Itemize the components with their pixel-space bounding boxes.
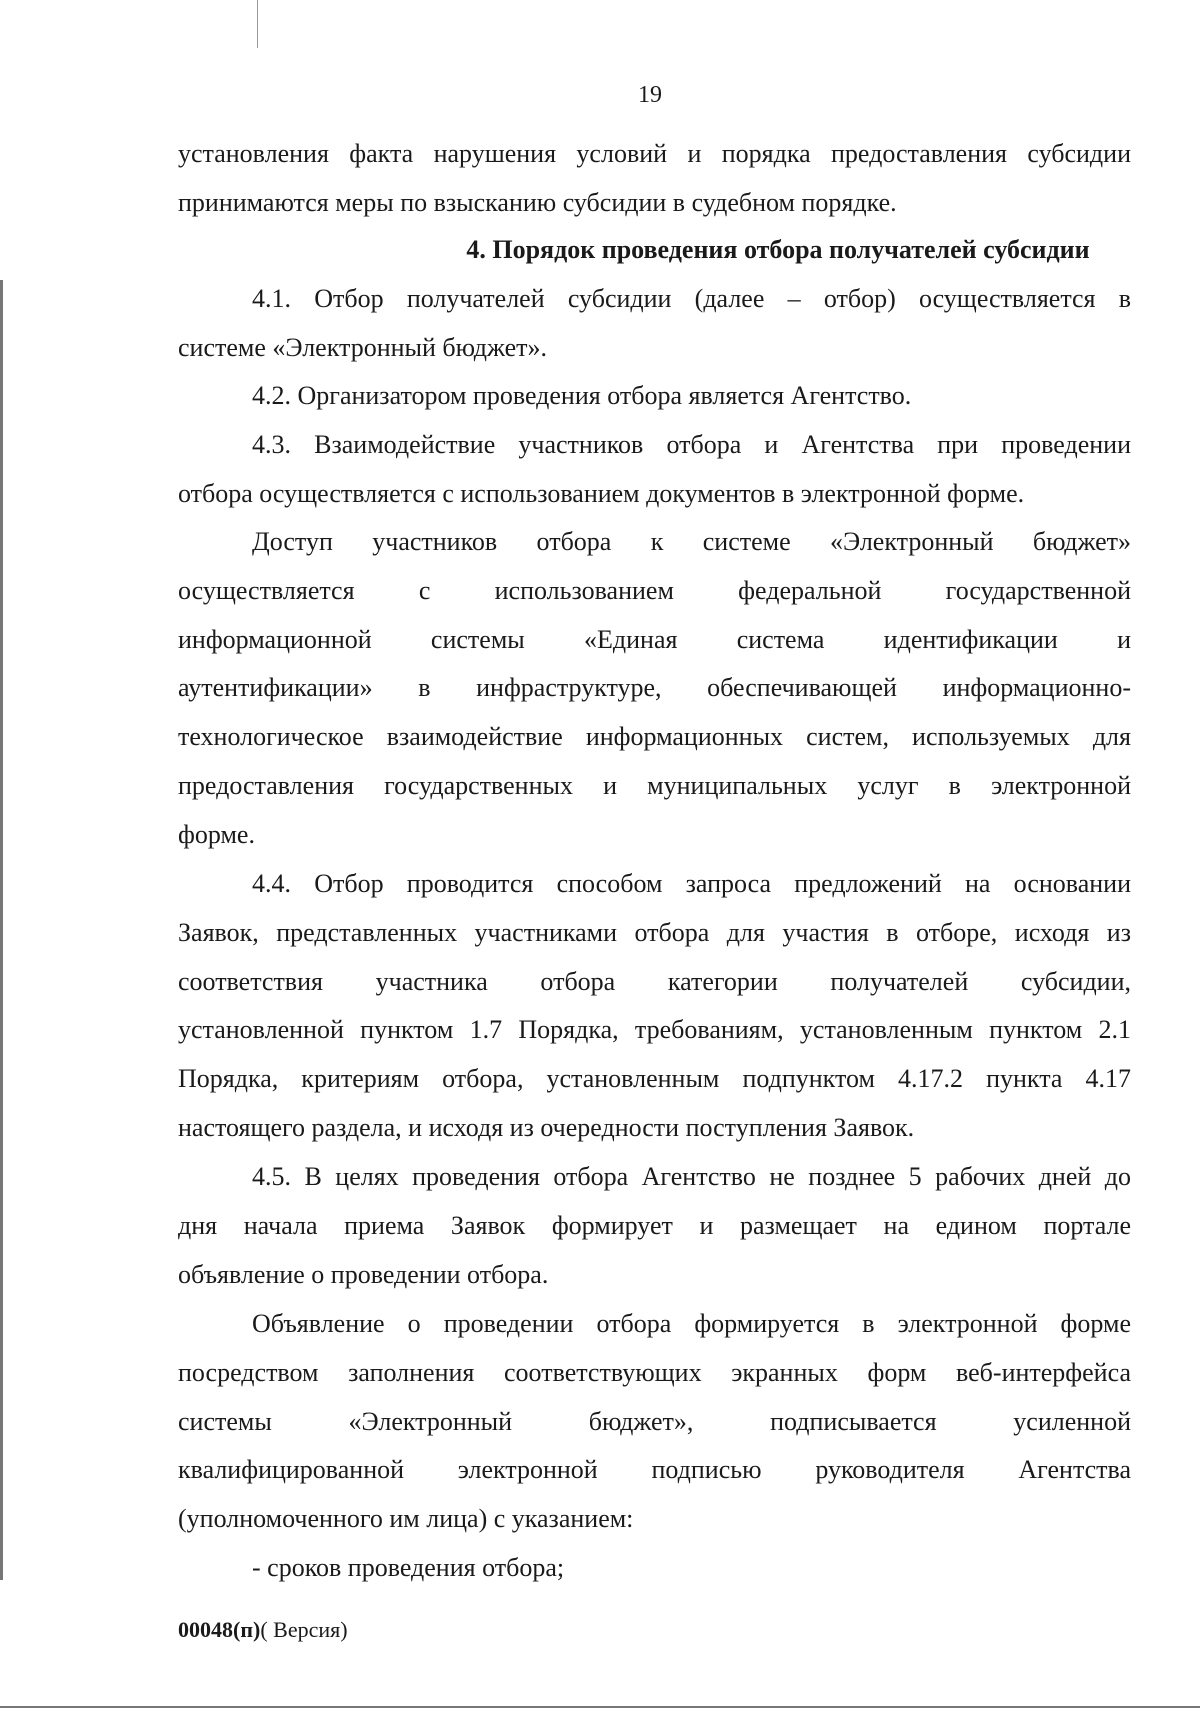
text-line: (уполномоченного им лица) с указанием: [178,1504,634,1534]
paragraph-4-2 [178,372,1131,421]
text-line: отбора осуществляется с использованием документов в электронной форме. [178,478,1025,508]
document-version: ( Версия) [260,1617,348,1642]
section-heading: 4. Порядок проведения отбора получателей субсидии [466,235,1090,264]
text-line: 4.4. Отбор проводится способом запроса предложений на основании [252,869,1131,898]
document-code: 00048(п) [178,1617,261,1642]
paragraph-4-4 [178,860,1131,1153]
text-line: 4.3. Взаимодействие участников отбора и Агентства при проведении [252,430,1131,459]
paragraph-4-1 [178,275,1131,373]
list-item [178,1544,1131,1593]
text-line: - сроков проведения отбора; [252,1553,565,1582]
page-number: 19 [638,82,662,108]
text-line: 4.5. В целях проведения отбора Агентство не позднее 5 рабочих дней до [252,1162,1131,1191]
text-line: квалифицированной электронной подписью руководителя Агентства [178,1455,1131,1485]
text-line: посредством заполнения соответствующих экранных форм веб-интерфейса [178,1357,1131,1387]
paragraph-4-5 [178,1153,1131,1299]
text-line: системе «Электронный бюджет». [178,332,547,362]
text-line: установленной пунктом 1.7 Порядка, требованиям, установленным пунктом 2.1 [178,1015,1131,1045]
scan-edge-left [0,280,3,1580]
text-line: предоставления государственных и муниципальных услуг в электронной [178,770,1131,800]
text-line: установления факта нарушения условий и порядка предоставления субсидии [178,139,1131,168]
text-line: аутентификации» в инфраструктуре, обеспечивающей информационно- [178,673,1131,703]
text-line: Порядка, критериям отбора, установленным подпунктом 4.17.2 пункта 4.17 [178,1064,1131,1094]
text-line: Заявок, представленных участниками отбора для участия в отборе, исходя из [178,917,1131,947]
text-line: объявление о проведении отбора. [178,1259,549,1289]
text-line: настоящего раздела, и исходя из очередности поступления Заявок. [178,1112,915,1142]
scan-mark [257,0,258,48]
text-line: дня начала приема Заявок формирует и размещает на едином портале [178,1210,1131,1240]
document-footer [178,1617,348,1643]
paragraph-4-3 [178,421,1131,519]
paragraph-announcement [178,1300,1131,1544]
text-line: информационной системы «Единая система идентификации и [178,624,1131,654]
paragraph-access [178,518,1131,860]
text-line: принимаются меры по взысканию субсидии в судебном порядке. [178,187,897,217]
text-line: технологическое взаимодействие информационных систем, используемых для [178,722,1131,752]
text-line: 4.2. Организатором проведения отбора является Агентство. [252,381,912,410]
paragraph-intro [178,130,1131,228]
text-line: Доступ участников отбора к системе «Электронный бюджет» [252,527,1131,556]
text-line: форме. [178,819,255,849]
text-line: Объявление о проведении отбора формируется в электронной форме [252,1309,1131,1338]
text-line: осуществляется с использованием федеральной государственной [178,575,1131,605]
text-line: системы «Электронный бюджет», подписывается усиленной [178,1406,1131,1436]
text-line: 4.1. Отбор получателей субсидии (далее – отбор) осуществляется в [252,284,1131,313]
text-line: соответствия участника отбора категории получателей субсидии, [178,966,1131,996]
scan-edge-bottom [0,1706,1200,1708]
